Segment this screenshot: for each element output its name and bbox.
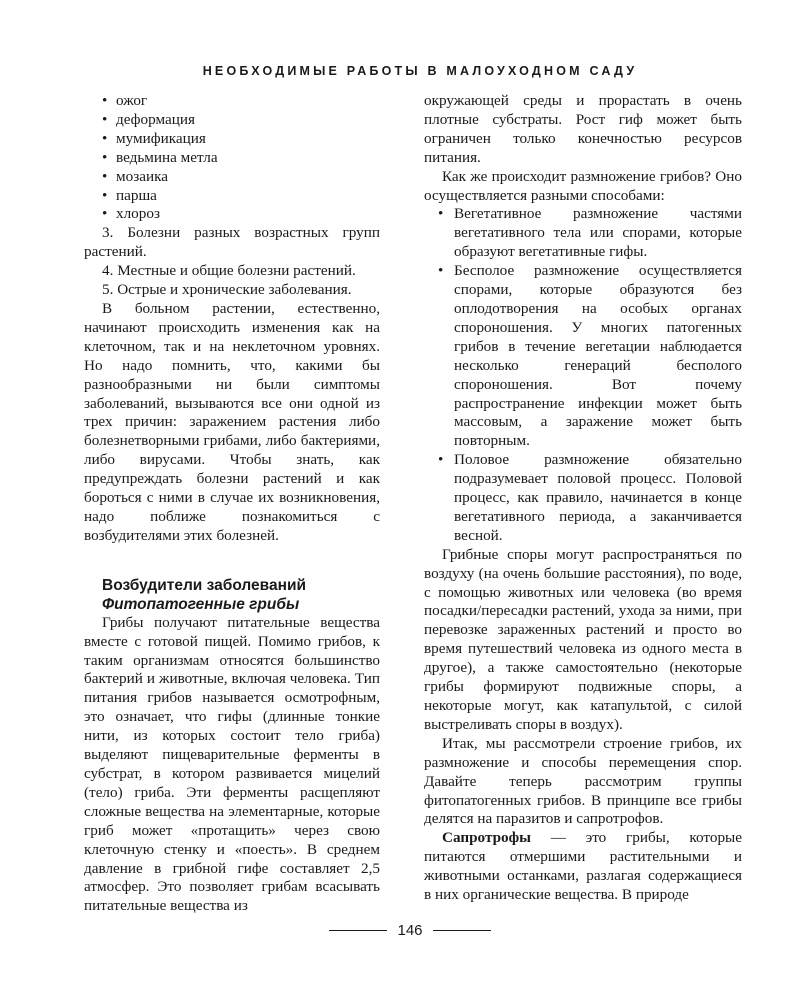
body-paragraph: Грибные споры могут распространяться по воздуху (на очень большие расстояния), по воде, с помощью животных или человека (во время посадки/пересадки растений, ухода за ними, при перевозке зараженных растений и просто во время путешествий человека из одного места в другое), а также самостоятельно (некоторые грибы формируют подвижные споры, а некоторые могут, как катапультой, с силой выстреливать споры в воздух). bbox=[424, 545, 742, 733]
term-saprotrophs: Сапротрофы bbox=[442, 829, 532, 847]
list-item: • Бесполое размножение осуществляется спорами, которые образуются без оплодотворения на особых органах спороношения. У многих патогенных грибов в течение вегетации наблюдается несколько генераций бесполого спороношения. Вот почему распространение инфекции может быть массовым, а заражение может быть повторным. bbox=[438, 262, 742, 451]
symptom-list bbox=[84, 92, 380, 224]
section-heading: Возбудители заболеваний bbox=[102, 576, 307, 594]
list-item: • Половое размножение обязательно подразумевает половой процесс. Половой процесс, как правило, начинается в конце вегетативного периода, а заканчивается весной. bbox=[438, 451, 742, 546]
left-column bbox=[84, 92, 380, 916]
list-item: • парша bbox=[102, 187, 380, 206]
list-item: • мозаика bbox=[102, 168, 380, 187]
body-paragraph bbox=[424, 829, 742, 905]
list-item: • деформация bbox=[102, 111, 380, 130]
list-item: • ожог bbox=[102, 92, 380, 111]
body-paragraph: Грибы получают питательные вещества вместе с готовой пищей. Помимо грибов, к таким организмам относятся большинство бактерий и животные, включая человека. Тип питания грибов называется осмотрофным, это означает, что гифы (длинные тонкие нити, из которых состоит тело гриба) выделяют пищеварительные ферменты в субстрат, в котором развивается мицелий (тело) гриба. Эти ферменты расщепляют сложные вещества на элементарные, которые гриб может «протащить» через свою клеточную стенку и «поесть». В среднем давление в грибной гифе составляет 2,5 атмосфер. Это позволяет грибам всасывать питательные вещества из bbox=[84, 613, 380, 915]
page-number: 146 bbox=[397, 921, 423, 939]
body-paragraph: В больном растении, естественно, начинают происходить изменения как на клеточном, так и на неклеточном уровнях. Но надо помнить, что, какими бы разнообразными ни были симптомы заболеваний, вызываются все они одной из трех причин: заражением растения либо болезнетворными грибами, либо бактериями, либо вирусами. Чтобы знать, как предупреждать болезни растений и как бороться с ними в случае их возникновения, надо поближе познакомиться с возбудителями этих болезней. bbox=[84, 299, 380, 544]
term-definition: — это грибы, которые питаются отмершими растительными и животными останками, разлагая содержащиеся в них органические вещества. В природе bbox=[424, 829, 742, 904]
page-footer bbox=[320, 920, 500, 940]
numbered-item-5: 5. Острые и хронические заболевания. bbox=[102, 281, 352, 299]
right-column bbox=[424, 92, 742, 905]
body-paragraph: Как же происходит размножение грибов? Оно осуществляется разными способами: bbox=[424, 167, 742, 204]
numbered-item-3: 3. Болезни разных возрастных групп растений. bbox=[84, 224, 380, 261]
list-item: • мумификация bbox=[102, 130, 380, 149]
list-item: • Вегетативное размножение частями вегетативного тела или спорами, которые образуют вегетативные гифы. bbox=[438, 205, 742, 262]
numbered-item-4: 4. Местные и общие болезни растений. bbox=[102, 262, 356, 280]
footer-rule-right bbox=[433, 930, 491, 931]
running-head: НЕОБХОДИМЫЕ РАБОТЫ В МАЛОУХОДНОМ САДУ bbox=[202, 64, 638, 78]
list-item: • ведьмина метла bbox=[102, 149, 380, 168]
body-paragraph: окружающей среды и прорастать в очень плотные субстраты. Рост гиф может быть ограничен только конечностью ресурсов питания. bbox=[424, 92, 742, 166]
footer-rule-left bbox=[329, 930, 387, 931]
reproduction-list bbox=[424, 205, 742, 545]
list-item: • хлороз bbox=[102, 205, 380, 224]
section-subheading: Фитопатогенные грибы bbox=[102, 595, 300, 613]
body-paragraph: Итак, мы рассмотрели строение грибов, их размножение и способы перемещения спор. Давайте теперь рассмотрим группы фитопатогенных грибов. В принципе все грибы делятся на паразитов и сапротрофов. bbox=[424, 734, 742, 828]
